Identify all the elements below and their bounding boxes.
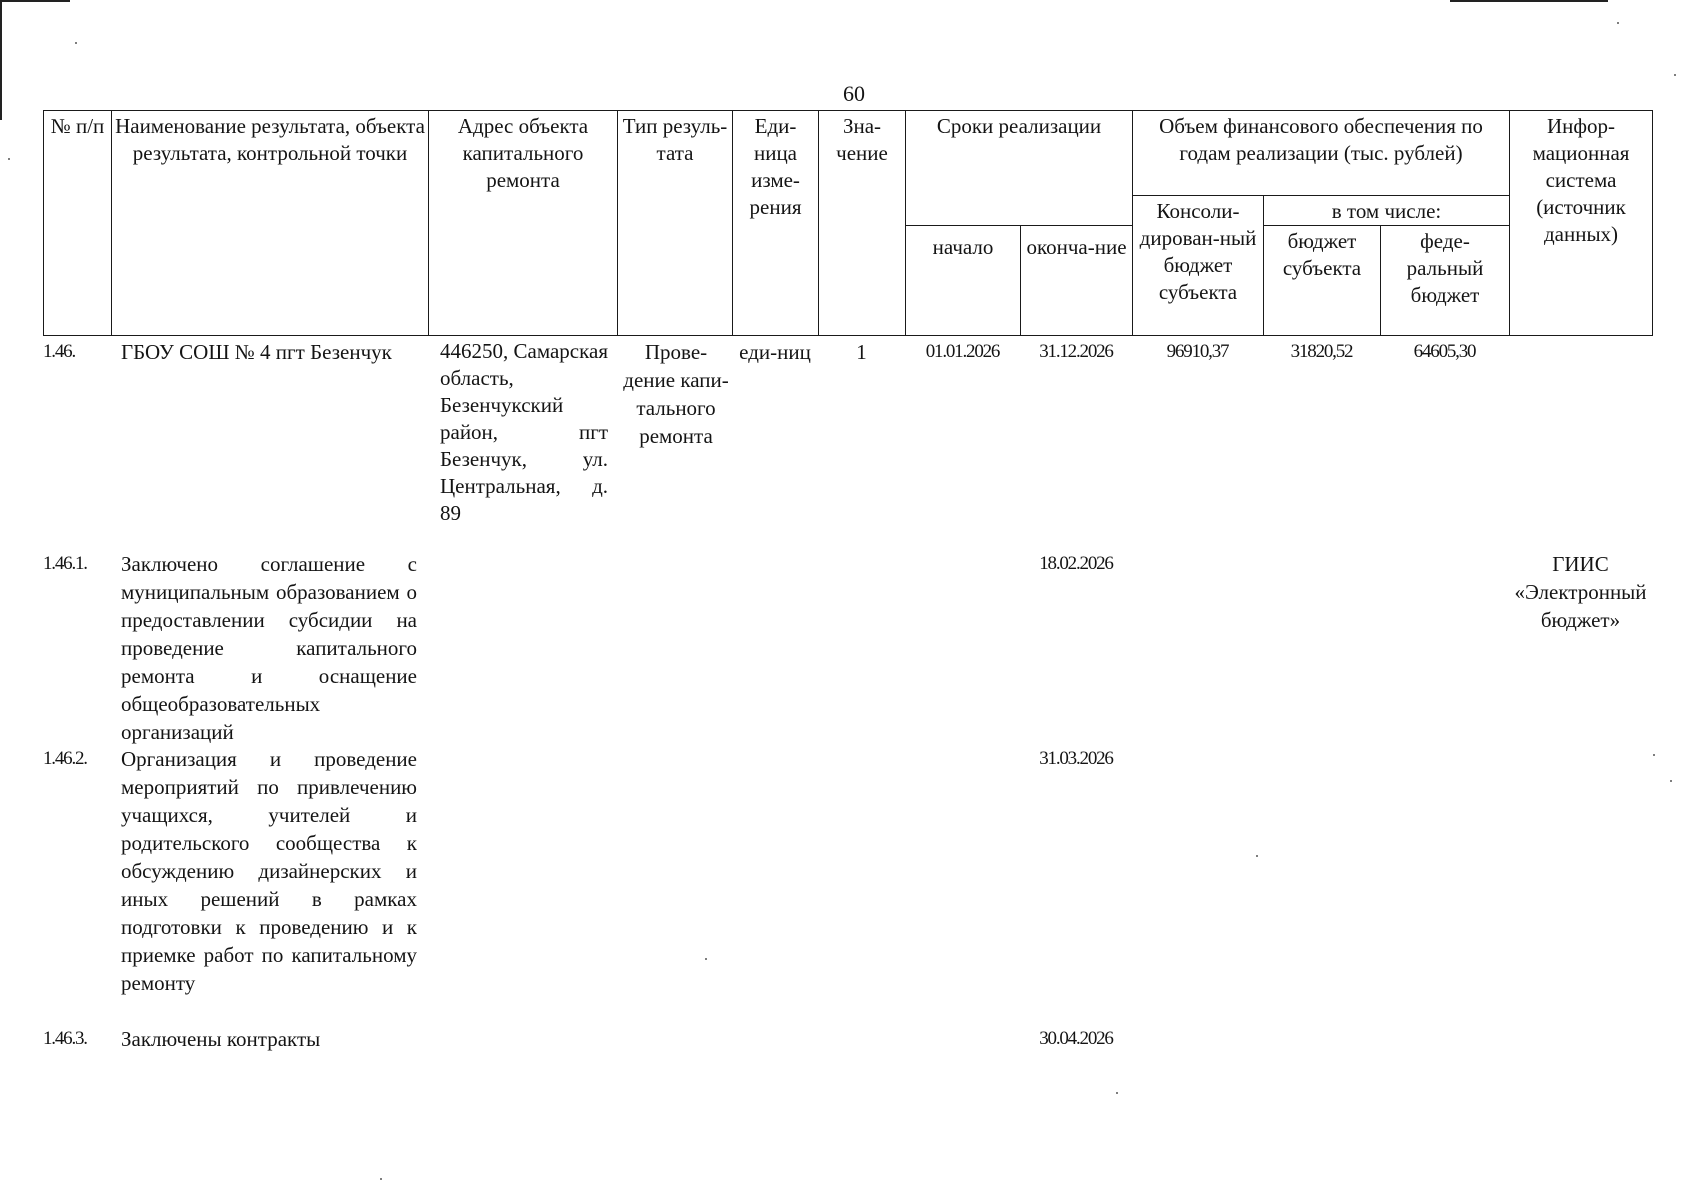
page-number: 60 <box>843 81 865 106</box>
row-type: Прове-дение капи-тального ремонта <box>623 340 729 448</box>
header-federal-budget: феде-ральный бюджет <box>1381 226 1510 336</box>
scan-speck <box>1674 74 1676 76</box>
header-type: Тип резуль-тата <box>618 111 733 336</box>
row-name: Организация и проведение мероприятий по привлечению учащихся, учителей и родительского сообщества к обсуждению дизайнерских и иных решений в рамках подготовки к проведению и к приемке работ по капитальному ремонту <box>121 747 417 995</box>
row-info-system: ГИИС «Электронный бюджет» <box>1514 552 1647 632</box>
header-address: Адрес объекта капитального ремонта <box>429 111 618 336</box>
table-header <box>43 110 1653 336</box>
row-end-date: 31.03.2026 <box>1039 748 1113 769</box>
header-value: Зна-чение <box>819 111 906 336</box>
row-start-date: 01.01.2026 <box>925 341 1000 362</box>
scan-speck <box>705 958 707 960</box>
header-unit: Еди-ница изме-рения <box>733 111 819 336</box>
scan-speck <box>75 42 77 44</box>
row-federal-budget: 64605,30 <box>1413 341 1476 362</box>
scan-speck <box>1670 780 1672 782</box>
row-unit: еди-ниц <box>739 340 811 364</box>
scan-speck <box>1256 855 1258 857</box>
header-subject-budget: бюджет субъекта <box>1264 226 1381 336</box>
scan-top-line <box>1450 0 1608 2</box>
header-including: в том числе: <box>1264 196 1510 226</box>
scan-top-line <box>0 0 70 2</box>
header-consolidated: Консоли-дирован-ный бюджет субъекта <box>1133 196 1264 336</box>
row-number: 1.46.1. <box>43 553 87 574</box>
header-end: оконча-ние <box>1021 226 1133 336</box>
row-name: ГБОУ СОШ № 4 пгт Безенчук <box>121 340 392 364</box>
row-number: 1.46. <box>43 341 76 362</box>
header-num: № п/п <box>44 111 112 336</box>
row-address: 446250, Самарская область, Безенчукский район, пгт Безенчук, ул. Центральная, д. 89 <box>440 339 608 525</box>
row-name: Заключены контракты <box>121 1027 321 1051</box>
scan-speck <box>1617 22 1619 24</box>
row-name: Заключено соглашение с муниципальным образованием о предоставлении субсидии на проведение капитального ремонта и оснащение общеобразовательных организаций <box>121 552 417 744</box>
row-number: 1.46.2. <box>43 748 87 769</box>
header-terms: Сроки реализации <box>906 111 1133 226</box>
header-info-system: Инфор-мационная система (источник данных) <box>1510 111 1653 336</box>
row-end-date: 31.12.2026 <box>1039 341 1113 362</box>
scan-speck <box>380 1178 382 1180</box>
row-number: 1.46.3. <box>43 1028 87 1049</box>
row-end-date: 30.04.2026 <box>1039 1028 1113 1049</box>
row-consolidated-budget: 96910,37 <box>1166 341 1229 362</box>
row-subject-budget: 31820,52 <box>1290 341 1353 362</box>
row-end-date: 18.02.2026 <box>1039 553 1113 574</box>
header-finance: Объем финансового обеспечения по годам реализации (тыс. рублей) <box>1133 111 1510 196</box>
header-start: начало <box>906 226 1021 336</box>
scan-speck <box>8 158 10 160</box>
scan-speck <box>1653 754 1655 756</box>
row-value: 1 <box>856 340 867 364</box>
header-name: Наименование результата, объекта результата, контрольной точки <box>112 111 429 336</box>
scan-speck <box>1116 1092 1118 1094</box>
